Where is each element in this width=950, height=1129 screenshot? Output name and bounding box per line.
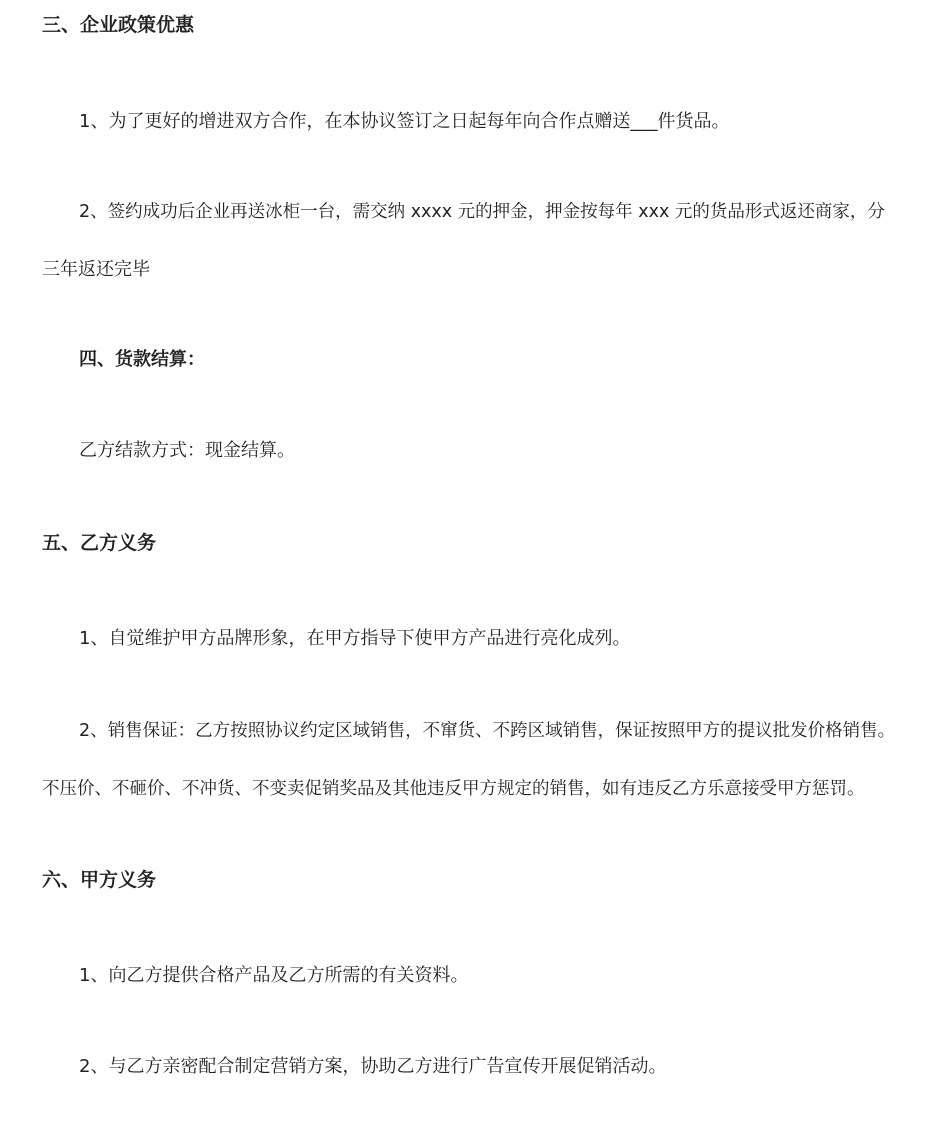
- section-3-item-2-line-2: 三年返还完毕: [42, 259, 150, 280]
- section-3-heading: 三、企业政策优惠: [42, 14, 195, 36]
- section-4-heading: 四、货款结算：: [79, 349, 205, 370]
- section-3-item-2-line-1: 2、签约成功后企业再送冰柜一台，需交纳 xxxx 元的押金，押金按每年 xxx 元的货品形式返还商家，分: [79, 202, 885, 222]
- section-5-heading: 五、乙方义务: [42, 532, 157, 554]
- section-6-item-1: 1、向乙方提供合格产品及乙方所需的有关资料。: [79, 965, 469, 986]
- section-6-item-2: 2、与乙方亲密配合制定营销方案，协助乙方进行广告宣传开展促销活动。: [79, 1056, 667, 1077]
- section-3-item-1: 1、为了更好的增进双方合作，在本协议签订之日起每年向合作点赠送___件货品。: [79, 111, 730, 132]
- section-5-item-2-line-2: 不压价、不砸价、不冲货、不变卖促销奖品及其他违反甲方规定的销售，如有违反乙方乐意接受甲方惩罚。: [42, 779, 865, 799]
- section-6-heading: 六、甲方义务: [42, 869, 157, 891]
- section-5-item-1: 1、自觉维护甲方品牌形象，在甲方指导下使甲方产品进行亮化成列。: [79, 628, 631, 649]
- section-4-item-1: 乙方结款方式：现金结算。: [79, 440, 295, 461]
- section-5-item-2-line-1: 2、销售保证：乙方按照协议约定区域销售，不窜货、不跨区域销售，保证按照甲方的提议批发价格销售。: [79, 721, 896, 741]
